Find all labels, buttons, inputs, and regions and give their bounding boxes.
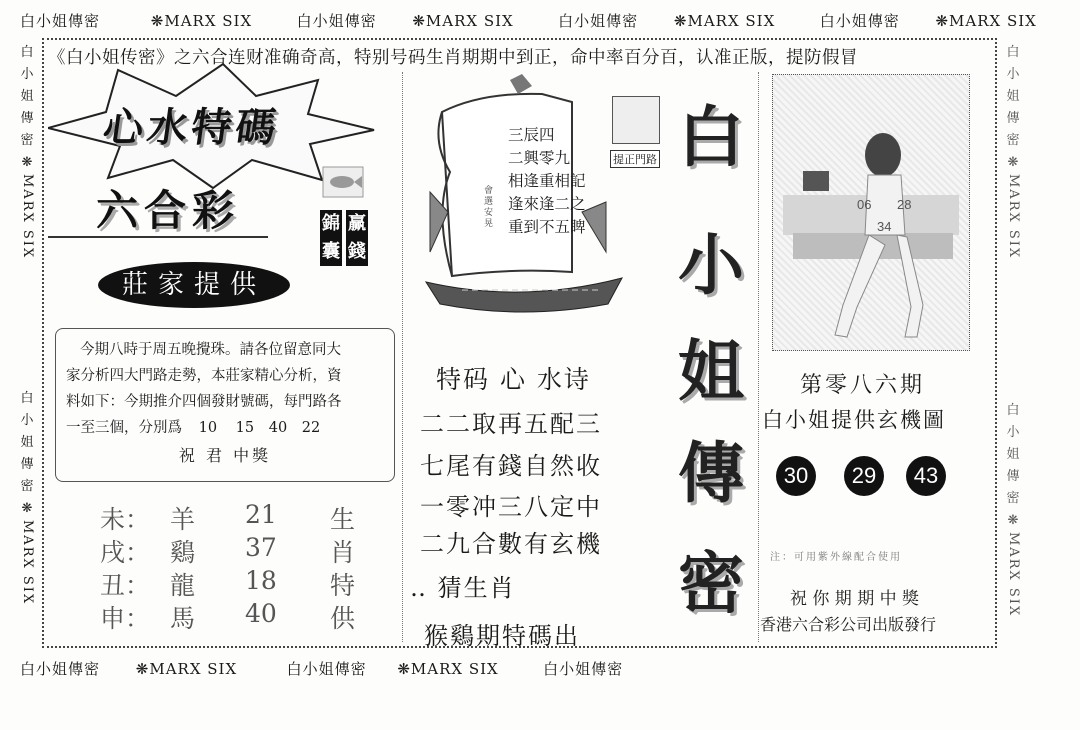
photo-number: 34	[877, 219, 892, 234]
blessing: 祝 君 中獎	[178, 446, 272, 465]
zodiac-animal: 羊	[170, 505, 196, 534]
zodiac-animal: 鷄	[170, 538, 196, 567]
notice-line-numbers	[66, 415, 384, 441]
ship-text	[508, 124, 586, 239]
side-char: 白	[20, 391, 34, 406]
issue-number: 第零八六期	[800, 373, 926, 398]
zodiac-branch: 未：	[100, 505, 151, 534]
side-char: 密	[1006, 491, 1020, 506]
ship-line: 重到不五睥	[508, 218, 586, 236]
zodiac-branch: 丑：	[100, 571, 151, 600]
band-item: ❋MARX SIX	[397, 660, 499, 678]
guess-label: ‥ 猜生肖	[410, 574, 516, 602]
side-char: 姐	[1006, 89, 1020, 104]
notice-line: 今期八時于周五晚攪珠。請各位留意同大	[80, 342, 341, 358]
title-underline	[48, 236, 268, 238]
divider-left	[402, 72, 403, 642]
zodiac-number: 37	[245, 533, 277, 562]
divider-right	[758, 72, 759, 642]
zodiac-number: 21	[245, 500, 277, 529]
side-char: 小	[20, 413, 34, 428]
title-char: 白	[678, 99, 744, 176]
zodiac-number: 18	[245, 566, 277, 595]
model-silhouette	[773, 75, 969, 350]
side-char: 傳	[20, 457, 34, 472]
band-item: ❋MARX SIX	[135, 660, 238, 678]
side-char: 密	[20, 479, 34, 494]
title-char: 密	[678, 545, 744, 622]
ship-line: 相逢重相記	[508, 172, 586, 190]
poem-line: 一零冲三八定中	[420, 493, 602, 521]
side-char: 白	[20, 45, 34, 60]
poem-line: 二二取再五配三	[420, 410, 602, 438]
zodiac-number: 40	[245, 599, 277, 628]
right-side-band-bottom	[1002, 400, 1024, 617]
zodiac-branch: 戌：	[100, 538, 151, 567]
provider-badge	[98, 262, 290, 308]
title-char: 姐	[678, 333, 744, 410]
side-marx: MARX SIX	[1006, 174, 1021, 260]
photo-number: 28	[897, 197, 912, 212]
lottery-name: 六合彩	[96, 186, 241, 235]
notice-number: 10	[198, 420, 218, 436]
publisher: 香港六合彩公司出版發行	[760, 615, 937, 634]
band-item: 白小姐傳密	[296, 12, 377, 30]
band-item: 白小姐傳密	[819, 12, 900, 30]
notice-number: 15	[235, 420, 255, 436]
zodiac-animal: 馬	[170, 604, 196, 633]
band-item: ❋MARX SIX	[935, 12, 1037, 30]
ship-line: 二興零九	[508, 149, 571, 167]
side-char: 傳	[1006, 469, 1020, 484]
band-item: 白小姐傳密	[286, 660, 367, 678]
left-side-band-bottom	[16, 388, 38, 605]
side-char: ❋	[21, 155, 33, 170]
subtitle: 白小姐提供玄機圖	[762, 408, 946, 432]
slogan: 《白小姐传密》之六合连财准确奇高，特别号码生肖期期中到正，命中率百分百，认准正版，提防假冒	[48, 48, 858, 68]
band-item: ❋MARX SIX	[150, 12, 253, 30]
zodiac-tag: 肖	[330, 538, 356, 567]
right-side-band-top	[1002, 42, 1024, 259]
poem-line: 二九合數有玄機	[420, 530, 602, 558]
tag-jinnang: 錦囊	[320, 210, 342, 266]
side-char: ❋	[21, 501, 33, 516]
side-char: 小	[20, 67, 34, 82]
band-item: 白小姐傳密	[20, 660, 101, 678]
side-char: 白	[1006, 45, 1020, 60]
stamp-label: 提正門路	[610, 150, 660, 168]
ship-note: 會選安晃	[484, 186, 494, 229]
side-char: 姐	[20, 435, 34, 450]
model-photo	[772, 74, 970, 351]
side-char: 姐	[1006, 447, 1020, 462]
notice-box	[55, 328, 395, 482]
side-char: ❋	[1007, 513, 1019, 528]
notice-line: 料如下：今期推介四個發財號碼，每門路各	[66, 394, 342, 410]
side-char: 小	[1006, 425, 1020, 440]
fish-emblem	[322, 166, 364, 198]
footer-band	[20, 658, 643, 679]
header-band	[20, 10, 1035, 31]
zodiac-animal: 龍	[170, 571, 196, 600]
number-ball: 43	[906, 456, 946, 496]
side-char: 小	[1006, 67, 1020, 82]
notice-line: 家分析四大門路走勢，本莊家精心分析，資	[66, 368, 342, 384]
number-ball: 29	[844, 456, 884, 496]
left-side-band-top	[16, 42, 38, 259]
notice-number: 22	[301, 420, 321, 436]
band-item: 白小姐傳密	[20, 12, 101, 30]
side-marx: MARX SIX	[20, 174, 35, 260]
ship-line: 逢來逢二之	[508, 195, 586, 213]
photo-number: 06	[857, 197, 872, 212]
side-marx: MARX SIX	[20, 520, 35, 606]
stamp-box	[612, 96, 660, 144]
side-char: ❋	[1007, 155, 1019, 170]
ship-line: 三辰四	[508, 126, 555, 144]
zodiac-tag: 特	[330, 571, 356, 600]
title-char: 傳	[678, 435, 744, 512]
side-char: 傳	[1006, 111, 1020, 126]
side-char: 密	[20, 133, 34, 148]
title-char: 小	[678, 227, 744, 304]
band-item: 白小姐傳密	[558, 12, 639, 30]
small-note: 注：可用紫外線配合使用	[770, 552, 902, 563]
band-item: ❋MARX SIX	[412, 12, 514, 30]
band-item: 白小姐傳密	[543, 660, 624, 678]
zodiac-tag: 供	[330, 604, 356, 633]
tag-yingqian: 赢錢	[346, 210, 368, 266]
side-char: 密	[1006, 133, 1020, 148]
starburst-title: 心水特碼	[100, 105, 283, 151]
band-item: ❋MARX SIX	[673, 12, 776, 30]
poem-title: 特码 心 水诗	[436, 365, 591, 394]
side-char: 傳	[20, 111, 34, 126]
wish: 祝 你 期 期 中 獎	[790, 589, 920, 609]
zodiac-branch: 申：	[100, 604, 151, 633]
poem-line: 七尾有錢自然收	[420, 452, 602, 480]
side-marx: MARX SIX	[1006, 532, 1021, 618]
notice-number: 40	[268, 420, 288, 436]
final-line: 猴鷄期特碼出	[424, 622, 580, 650]
provider-text: 莊家提供	[121, 270, 266, 300]
side-char: 姐	[20, 89, 34, 104]
zodiac-tag: 生	[330, 505, 356, 534]
notice-line: 一至三個，分別爲	[66, 420, 182, 436]
side-char: 白	[1006, 403, 1020, 418]
number-ball: 30	[776, 456, 816, 496]
